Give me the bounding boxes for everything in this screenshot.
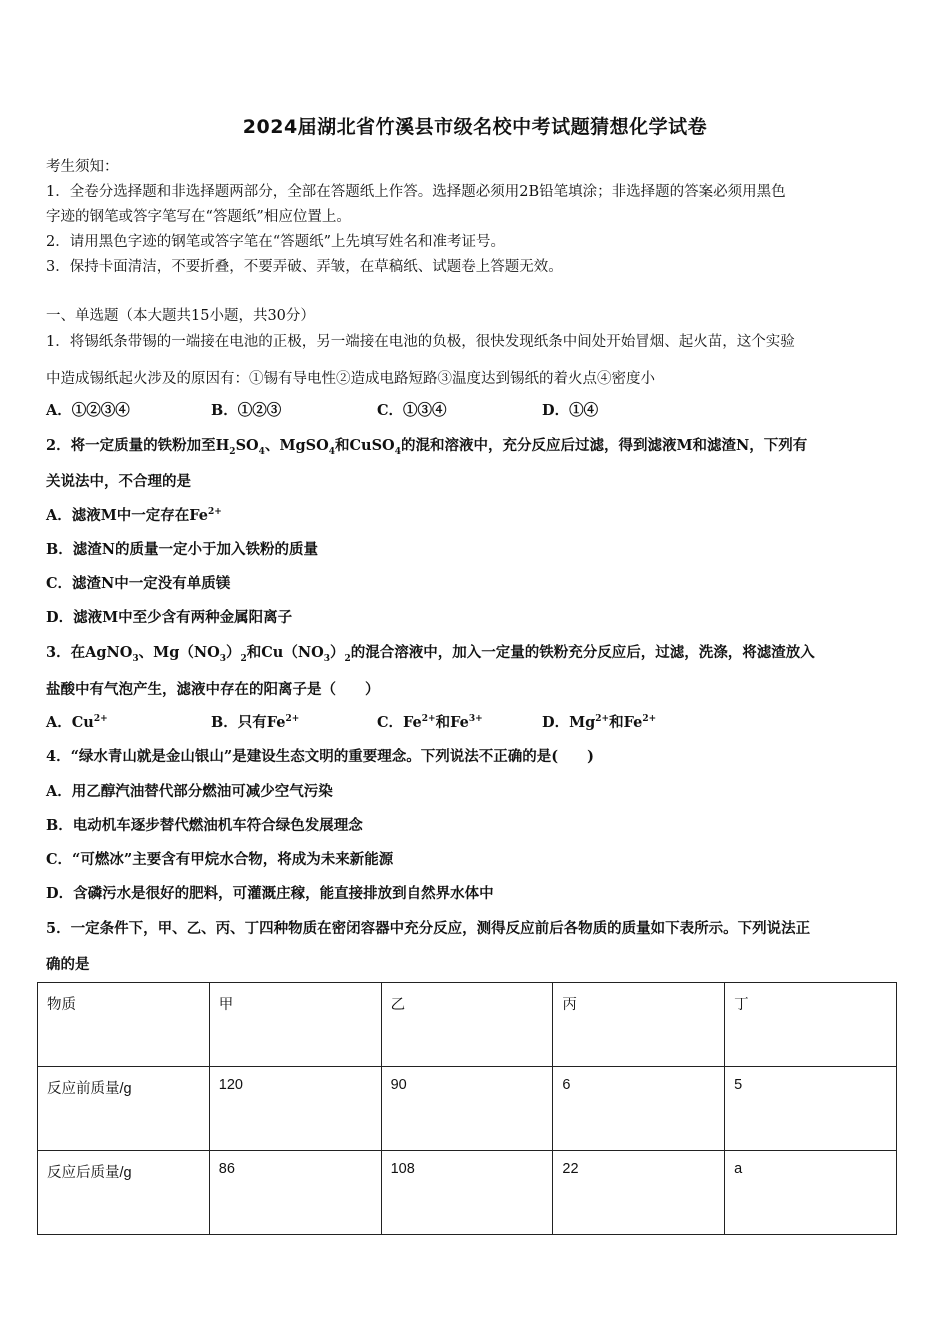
table-header-cell: 丁 xyxy=(725,983,897,1067)
table-cell: 108 xyxy=(381,1151,553,1235)
table-cell: 6 xyxy=(553,1067,725,1151)
table-header-row xyxy=(38,983,897,1067)
table-cell: 5 xyxy=(725,1067,897,1151)
table-header-cell: 物质 xyxy=(38,983,210,1067)
table-cell: 反应后质量/g xyxy=(38,1151,210,1235)
table-header-cell: 乙 xyxy=(381,983,553,1067)
notice-item: 字迹的钢笔或答字笔写在“答题纸”相应位置上。 xyxy=(46,209,351,225)
question-2-text: 2．将一定质量的铁粉加至$H_2SO_4$、MgSO$_4$和CuSO$_4$的混和溶液中，充分反应后过滤，得到滤液M和滤渣N，下列有 xyxy=(46,437,808,457)
q4-option-d[interactable]: D．含磷污水是很好的肥料，可灌溉庄稼，能直接排放到自然界水体中 xyxy=(46,885,494,902)
q1-option-d[interactable]: D．①④ xyxy=(542,402,599,419)
question-1-text: 1．将锡纸条带锡的一端接在电池的正极，另一端接在电池的负极，很快发现纸条中间处开始冒烟、起火苗，这个实验 xyxy=(46,334,795,350)
q4-option-b[interactable]: B．电动机车逐步替代燃油机车符合绿色发展理念 xyxy=(46,817,363,834)
section-heading: 一、单选题（本大题共15小题，共30分） xyxy=(46,308,315,324)
q1-option-a[interactable]: A．①②③④ xyxy=(46,402,130,419)
notice-item: 2．请用黑色字迹的钢笔或答字笔在“答题纸”上先填写姓名和准考证号。 xyxy=(46,234,506,250)
q3-option-d[interactable]: D．$Mg^{2+}$和$Fe^{2+}$ xyxy=(542,714,657,731)
table-row xyxy=(38,1067,897,1151)
question-2-text: 关说法中，不合理的是 xyxy=(46,473,191,490)
table-cell: 120 xyxy=(209,1067,381,1151)
question-3-text: 3．在AgNO$_3$、$Mg(NO_3)_2$和$Cu(NO_3)_2$的混合溶液中，加入一定量的铁粉充分反应后，过滤，洗涤，将滤渣放入 xyxy=(46,644,815,664)
question-3-text: 盐酸中有气泡产生，滤液中存在的阳离子是（ ） xyxy=(46,681,380,698)
table-cell: 反应前质量/g xyxy=(38,1067,210,1151)
q2-option-b[interactable]: B．滤渣N的质量一定小于加入铁粉的质量 xyxy=(46,541,319,558)
notice-heading: 考生须知： xyxy=(46,159,119,175)
q2-option-a[interactable]: A．滤液M中一定存在$Fe^{2+}$ xyxy=(46,507,222,524)
q4-option-a[interactable]: A．用乙醇汽油替代部分燃油可减少空气污染 xyxy=(46,783,333,800)
q3-option-c[interactable]: C．$Fe^{2+}$和$Fe^{3+}$ xyxy=(377,714,483,731)
q4-option-c[interactable]: C．“可燃冰”主要含有甲烷水合物，将成为未来新能源 xyxy=(46,851,394,868)
question-4-text: 4．“绿水青山就是金山银山”是建设生态文明的重要理念。下列说法不正确的是( ) xyxy=(46,748,594,765)
table-cell: 22 xyxy=(553,1151,725,1235)
question-5-text: 5．一定条件下，甲、乙、丙、丁四种物质在密闭容器中充分反应，测得反应前后各物质的质量如下表所示。下列说法正 xyxy=(46,920,811,937)
q2-option-d[interactable]: D．滤液M中至少含有两种金属阳离子 xyxy=(46,609,293,626)
q2-option-c[interactable]: C．滤渣N中一定没有单质镁 xyxy=(46,575,231,592)
question-5-text: 确的是 xyxy=(46,956,90,973)
table-header-cell: 丙 xyxy=(553,983,725,1067)
table-cell: 86 xyxy=(209,1151,381,1235)
table-cell: a xyxy=(725,1151,897,1235)
question-1-text: 中造成锡纸起火涉及的原因有：①锡有导电性②造成电路短路③温度达到锡纸的着火点④密度小 xyxy=(46,371,655,387)
page-title: 2024届湖北省竹溪县市级名校中考试题猜想化学试卷 xyxy=(242,116,708,138)
notice-item: 3．保持卡面清洁，不要折叠，不要弄破、弄皱，在草稿纸、试题卷上答题无效。 xyxy=(46,259,563,275)
table-cell: 90 xyxy=(381,1067,553,1151)
table-header-cell: 甲 xyxy=(209,983,381,1067)
mass-table xyxy=(37,982,897,1235)
q3-option-b[interactable]: B．只有$Fe^{2+}$ xyxy=(211,714,300,731)
table-row xyxy=(38,1151,897,1235)
q1-option-c[interactable]: C．①③④ xyxy=(377,402,447,419)
q1-option-b[interactable]: B．①②③ xyxy=(211,402,282,419)
notice-item: 1．全卷分选择题和非选择题两部分，全部在答题纸上作答。选择题必须用2B铅笔填涂；非选择题的答案必须用黑色 xyxy=(46,184,786,200)
q3-option-a[interactable]: A．$Cu^{2+}$ xyxy=(46,714,108,731)
